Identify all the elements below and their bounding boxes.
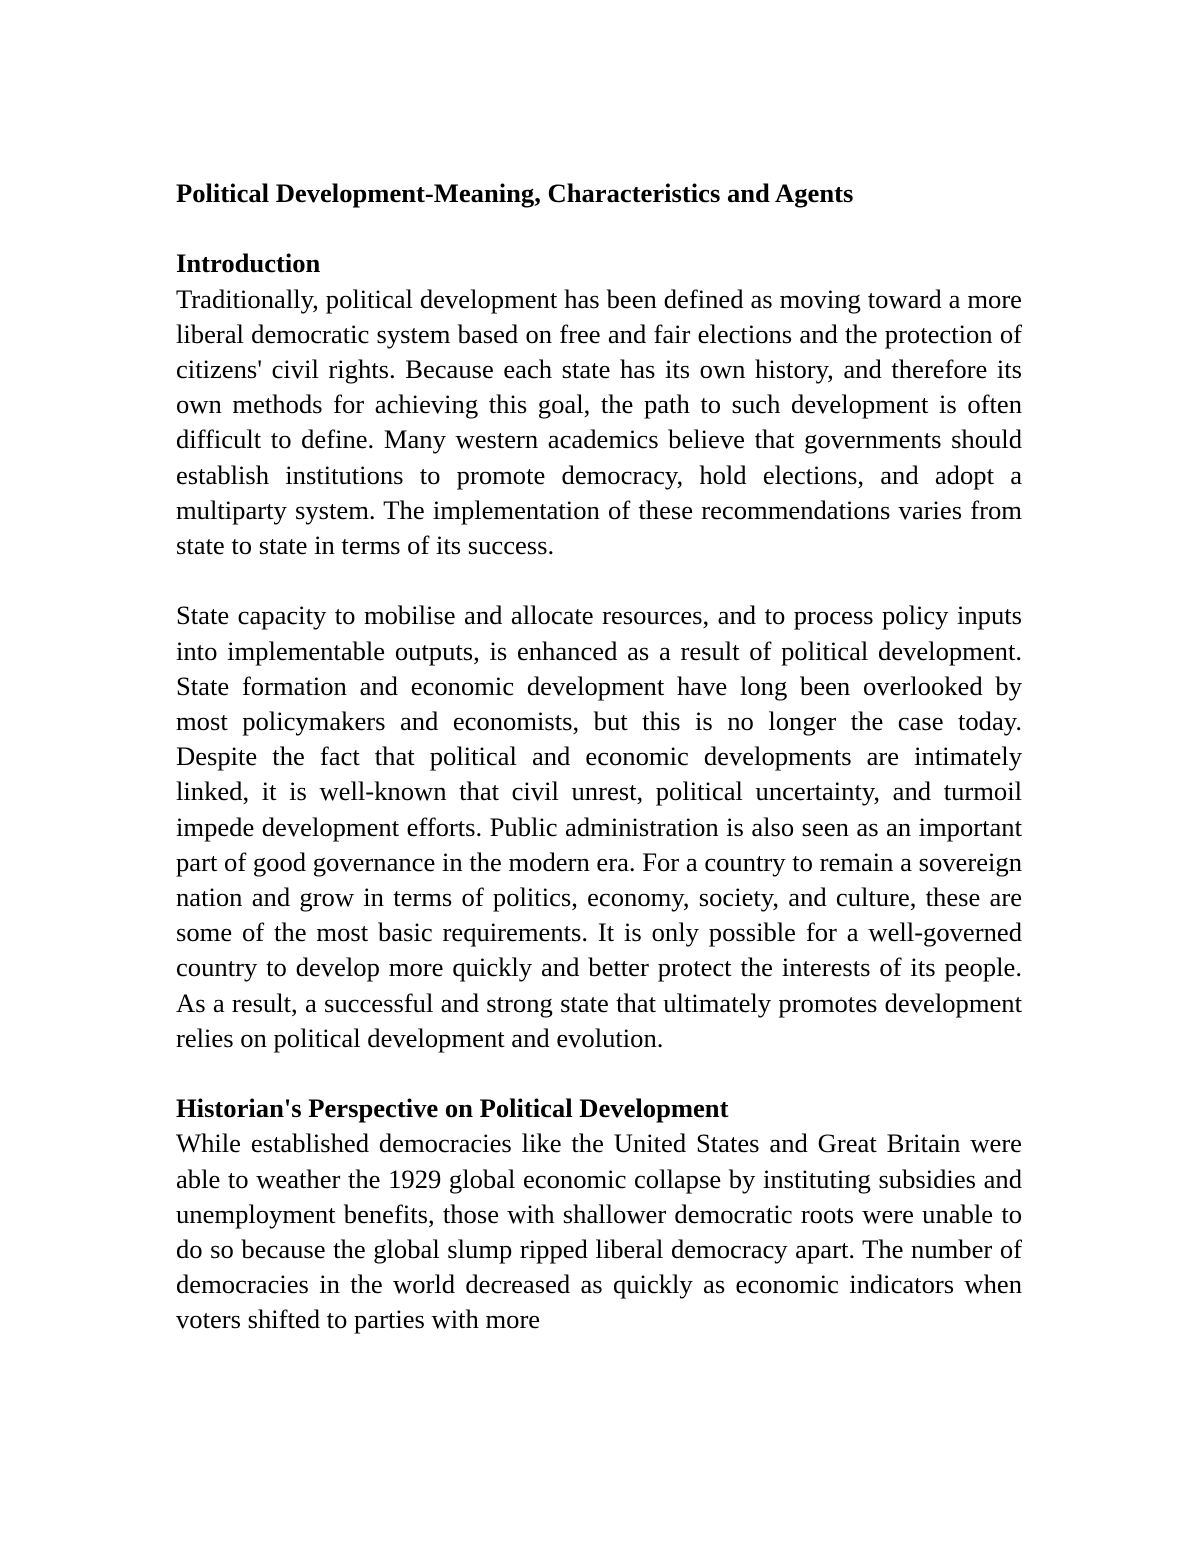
paragraph-intro-2: State capacity to mobilise and allocate resources, and to process policy inputs into implementable outputs, is enhanced as a result of political development. State formation and economic development have long been overlooked by most policymakers and economists, but this is no longer the case today. Despite the fact that political and economic developments are intimately linked, it is well-known that civil unrest, political uncertainty, and turmoil impede development efforts. Public administration is also seen as an important part of good governance in the modern era. For a country to remain a sovereign nation and grow in terms of politics, economy, society, and culture, these are some of the most basic requirements. It is only possible for a well-governed country to develop more quickly and better protect the interests of its people. As a result, a successful and strong state that ultimately promotes development relies on political development and evolution. [176,600,1022,1053]
section-heading-introduction: Introduction [176,248,321,279]
document-page [176,176,1022,1338]
spacer [176,1056,1022,1091]
document-title: Political Development-Meaning, Characteristics and Agents [176,178,854,208]
section-heading-historians-perspective: Historian's Perspective on Political Development [176,1093,729,1124]
paragraph-historian-1: While established democracies like the United States and Great Britain were able to weather the 1929 global economic collapse by instituting subsidies and unemployment benefits, those with shallower democratic roots were unable to do so because the global slump ripped liberal democracy apart. The number of democracies in the world decreased as quickly as economic indicators when voters shifted to parties with more [176,1128,1022,1335]
spacer [176,211,1022,246]
spacer [176,563,1022,598]
paragraph-intro-1: Traditionally, political development has been defined as moving toward a more liberal democratic system based on free and fair elections and the protection of citizens' civil rights. Because each state has its own history, and therefore its own methods for achieving this goal, the path to such development is often difficult to define. Many western academics believe that governments should establish institutions to promote democracy, hold elections, and adopt a multiparty system. The implementation of these recommendations varies from state to state in terms of its success. [176,283,1022,561]
